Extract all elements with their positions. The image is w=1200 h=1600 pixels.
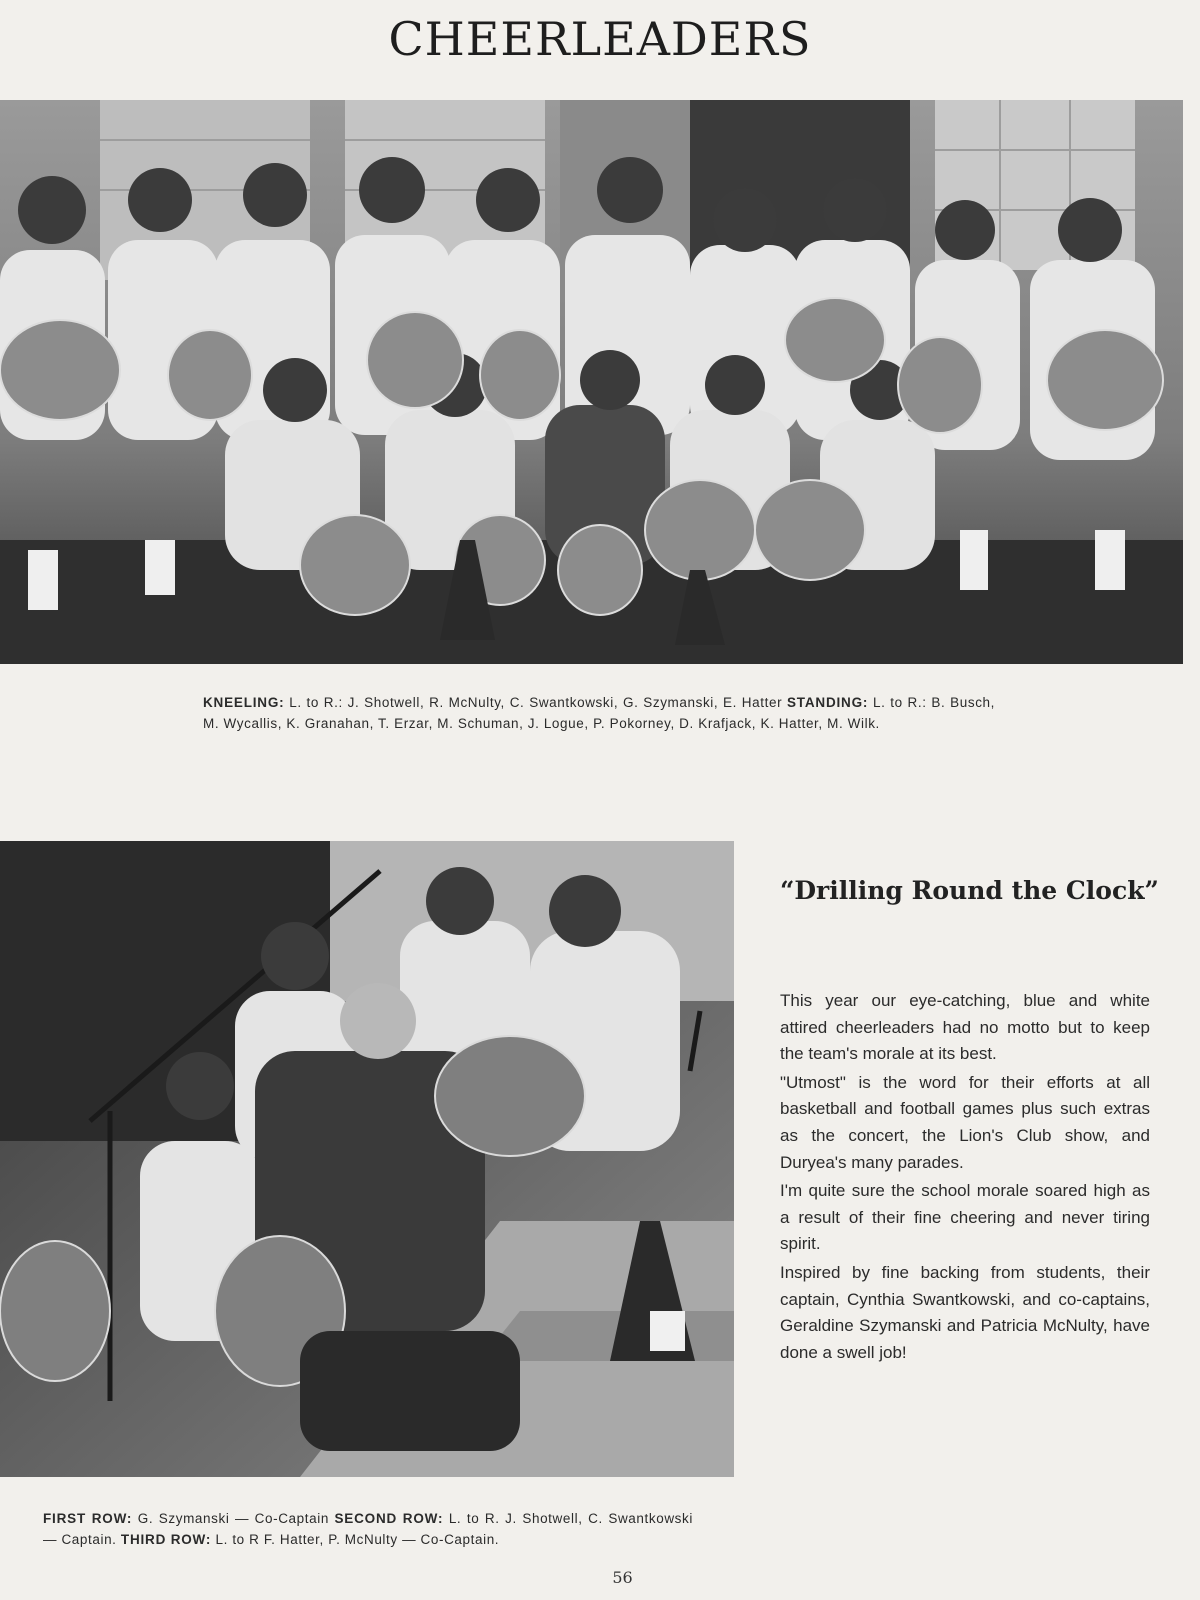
standing-names: L. to R.: B. Busch, M. Wycallis, K. Granahan, T. Erzar, M. Schuman, J. Logue, P. Pokorney, D. Krafjack, K. Hatter, M. Wilk.: [203, 695, 996, 731]
second-row-names: L. to R. J. Shotwell, C. Swantkowski — Captain.: [43, 1511, 693, 1547]
group-photo-icon: [0, 100, 1183, 664]
third-row-label: THIRD ROW:: [120, 1532, 212, 1547]
story-paragraph: This year our eye-catching, blue and white attired cheerleaders had no motto but to keep the team's morale at its best.: [780, 991, 1150, 1064]
kneeling-label: KNEELING:: [203, 695, 285, 710]
page-title: CHEERLEADERS: [388, 12, 812, 66]
cheerleaders-group-photo: [0, 100, 1183, 664]
first-row-label: FIRST ROW:: [43, 1511, 133, 1526]
story-paragraph: Inspired by fine backing from students, their captain, Cynthia Swantkowski, and co-captains, Geraldine Szymanski and Patricia McNulty, have done a swell job!: [780, 1262, 1150, 1362]
second-row-label: SECOND ROW:: [334, 1511, 444, 1526]
top-photo-caption: [203, 692, 995, 734]
story-body: [780, 988, 1150, 1368]
first-row-names: G. Szymanski — Co-Captain: [137, 1511, 329, 1526]
story-heading: “Drilling Round the Clock”: [780, 876, 1159, 905]
bottom-photo-caption: [43, 1508, 693, 1550]
third-row-names: L. to R F. Hatter, P. McNulty — Co-Captain.: [215, 1532, 500, 1547]
story-paragraph: I'm quite sure the school morale soared high as a result of their fine cheering and never tiring spirit.: [780, 1181, 1150, 1254]
captains-group-photo: [0, 841, 734, 1477]
story-paragraph: "Utmost" is the word for their efforts at all basketball and football games plus such extras as the concert, the Lion's Club show, and Duryea's many parades.: [780, 1072, 1150, 1172]
page-number: 56: [612, 1568, 633, 1587]
kneeling-names: L. to R.: J. Shotwell, R. McNulty, C. Swantkowski, G. Szymanski, E. Hatter: [289, 695, 783, 710]
standing-label: STANDING:: [787, 695, 869, 710]
group-photo-icon: [0, 841, 734, 1477]
